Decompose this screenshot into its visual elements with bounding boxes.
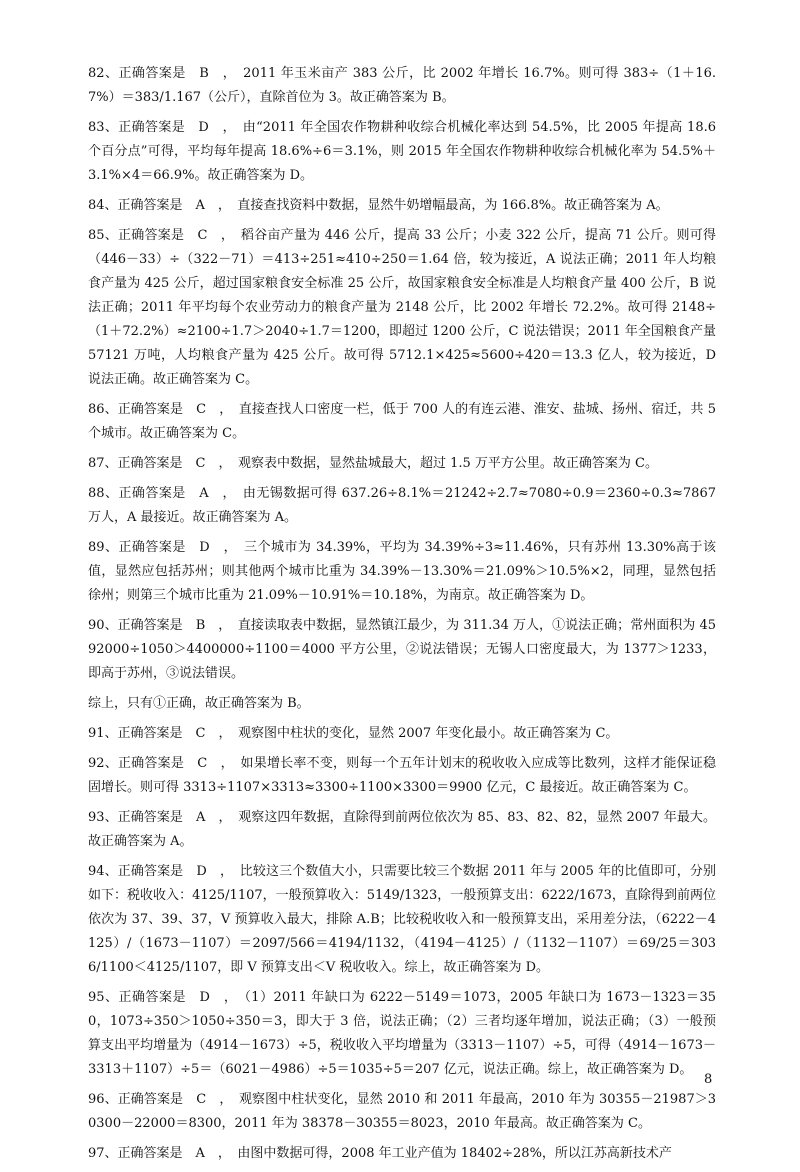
paragraph-q95: 95、正确答案是 D ， （1）2011 年缺口为 6222－5149＝1073，2005 年缺口为 1673－1323＝350，1073÷350＞1050÷350＝3，即大于 3 倍，说法正确；（2）三者均逐年增加，说法正确；（3）一般预算支出平均增量为（4914－1673）÷5，税收收入平均增量为（3313－1107）÷5，可得（4914－1673－3313＋1107）÷5＝（6021－4986）÷5＝1035÷5＝207 亿元，说法正确。综上，故正确答案为 D。: [88, 990, 716, 1077]
paragraph-q86: 86、正确答案是 C ， 直接查找人口密度一栏，低于 700 人的有连云港、淮安、盐城、扬州、宿迁，共 5 个城市。故正确答案为 C。: [88, 402, 716, 441]
paragraph-q82: 82、正确答案是 B ， 2011 年玉米亩产 383 公斤，比 2002 年增长 16.7%。则可得 383÷（1＋16.7%）＝383/1.167（公斤），直除首位为 3。故正确答案为 B。: [88, 66, 716, 105]
paragraph-q94: 94、正确答案是 D ， 比较这三个数值大小，只需要比较三个数据 2011 年与 2005 年的比值即可，分别如下：税收收入：4125/1107，一般预算收入：5149/1323，一般预算支出：6222/1673，直除得到前两位依次为 37、39、37，V 预算收入最大，排除 A.B；比较税收收入和一般预算支出，采用差分法，（6222－4125）/（1673－1107）＝2097/566＝4194/1132，（4194－4125）/（1132－1107）＝69/25＝3036/1100＜4125/1107，即 V 预算支出＜V 税收收入。综上，故正确答案为 D。: [88, 864, 716, 975]
paragraph-q89: 89、正确答案是 D ， 三个城市为 34.39%，平均为 34.39%÷3≈11.46%，只有苏州 13.30%高于该值，显然应包括苏州；则其他两个城市比重为 34.39%－13.30%＝21.09%＞10.5%×2，同理，显然包括徐州；则第三个城市比重为 21.09%－10.91%＝10.18%，为南京。故正确答案为 D。: [88, 540, 716, 603]
page-number: 8: [704, 1072, 713, 1087]
paragraph-q91: 91、正确答案是 C ， 观察图中柱状的变化，显然 2007 年变化最小。故正确答案为 C。: [88, 726, 619, 741]
paragraph-q87: 87、正确答案是 C ， 观察表中数据，显然盐城最大，超过 1.5 万平方公里。故正确答案为 C。: [88, 456, 659, 471]
paragraph-q97: 97、正确答案是 A ， 由图中数据可得，2008 年工业产值为 18402÷28%，所以江苏高新技术产: [88, 1146, 672, 1161]
paragraph-q90-summary: 综上，只有①正确，故正确答案为 B。: [88, 696, 310, 711]
paragraph-q88: 88、正确答案是 A ， 由无锡数据可得 637.26÷8.1%＝21242÷2.7≈7080÷0.9＝2360÷0.3≈7867 万人，A 最接近。故正确答案为 A。: [88, 486, 716, 525]
paragraph-q93: 93、正确答案是 A ， 观察这四年数据，直除得到前两位依次为 85、83、82、82，显然 2007 年最大。故正确答案为 A。: [88, 810, 716, 849]
paragraph-q90: 90、正确答案是 B ， 直接读取表中数据，显然镇江最少，为 311.34 万人，①说法正确；常州面积为 4592000÷1050＞4400000÷1100＝4000 平方公里，②说法错误；无锡人口密度最大，为 1377＞1233，即高于苏州，③说法错误。: [88, 618, 716, 681]
paragraph-q96: 96、正确答案是 C ， 观察图中柱状变化，显然 2010 和 2011 年最高，2010 年为 30355－21987＞30300－22000＝8300，2011 年为 38378－30355＝8023，2010 年最高。故正确答案为 C。: [88, 1092, 716, 1131]
answer-explanations: [88, 62, 716, 1172]
paragraph-q85: 85、正确答案是 C ， 稻谷亩产量为 446 公斤，提高 33 公斤；小麦 322 公斤，提高 71 公斤。则可得（446－33）÷（322－71）＝413÷251≈410÷250＝1.64 倍，较为接近，A 说法正确；2011 年人均粮食产量为 425 公斤，超过国家粮食安全标准 25 公斤，故国家粮食安全标准是人均粮食产量 400 公斤，B 说法正确；2011 年平均每个农业劳动力的粮食产量为 2148 公斤，比 2002 年增长 72.2%。故可得 2148÷（1＋72.2%）≈2100÷1.7＞2040÷1.7＝1200，即超过 1200 公斤，C 说法错误；2011 年全国粮食产量 57121 万吨，人均粮食产量为 425 公斤。故可得 5712.1×425≈5600÷420＝13.3 亿人，较为接近，D 说法正确。故正确答案为 C。: [88, 228, 716, 387]
paragraph-q84: 84、正确答案是 A ， 直接查找资料中数据，显然牛奶增幅最高，为 166.8%。故正确答案为 A。: [88, 198, 669, 213]
paragraph-q83: 83、正确答案是 D ， 由“2011 年全国农作物耕种收综合机械化率达到 54.5%，比 2005 年提高 18.6 个百分点”可得，平均每年提高 18.6%÷6＝3.1%，则 2015 年全国农作物耕种收综合机械化率为 54.5%＋3.1%×4＝66.9%。故正确答案为 D。: [88, 120, 716, 183]
paragraph-q92: 92、正确答案是 C ， 如果增长率不变，则每一个五年计划末的税收收入应成等比数列，这样才能保证稳固增长。则可得 3313÷1107×3313≈3300÷1100×3300＝9900 亿元，C 最接近。故正确答案为 C。: [88, 756, 716, 795]
